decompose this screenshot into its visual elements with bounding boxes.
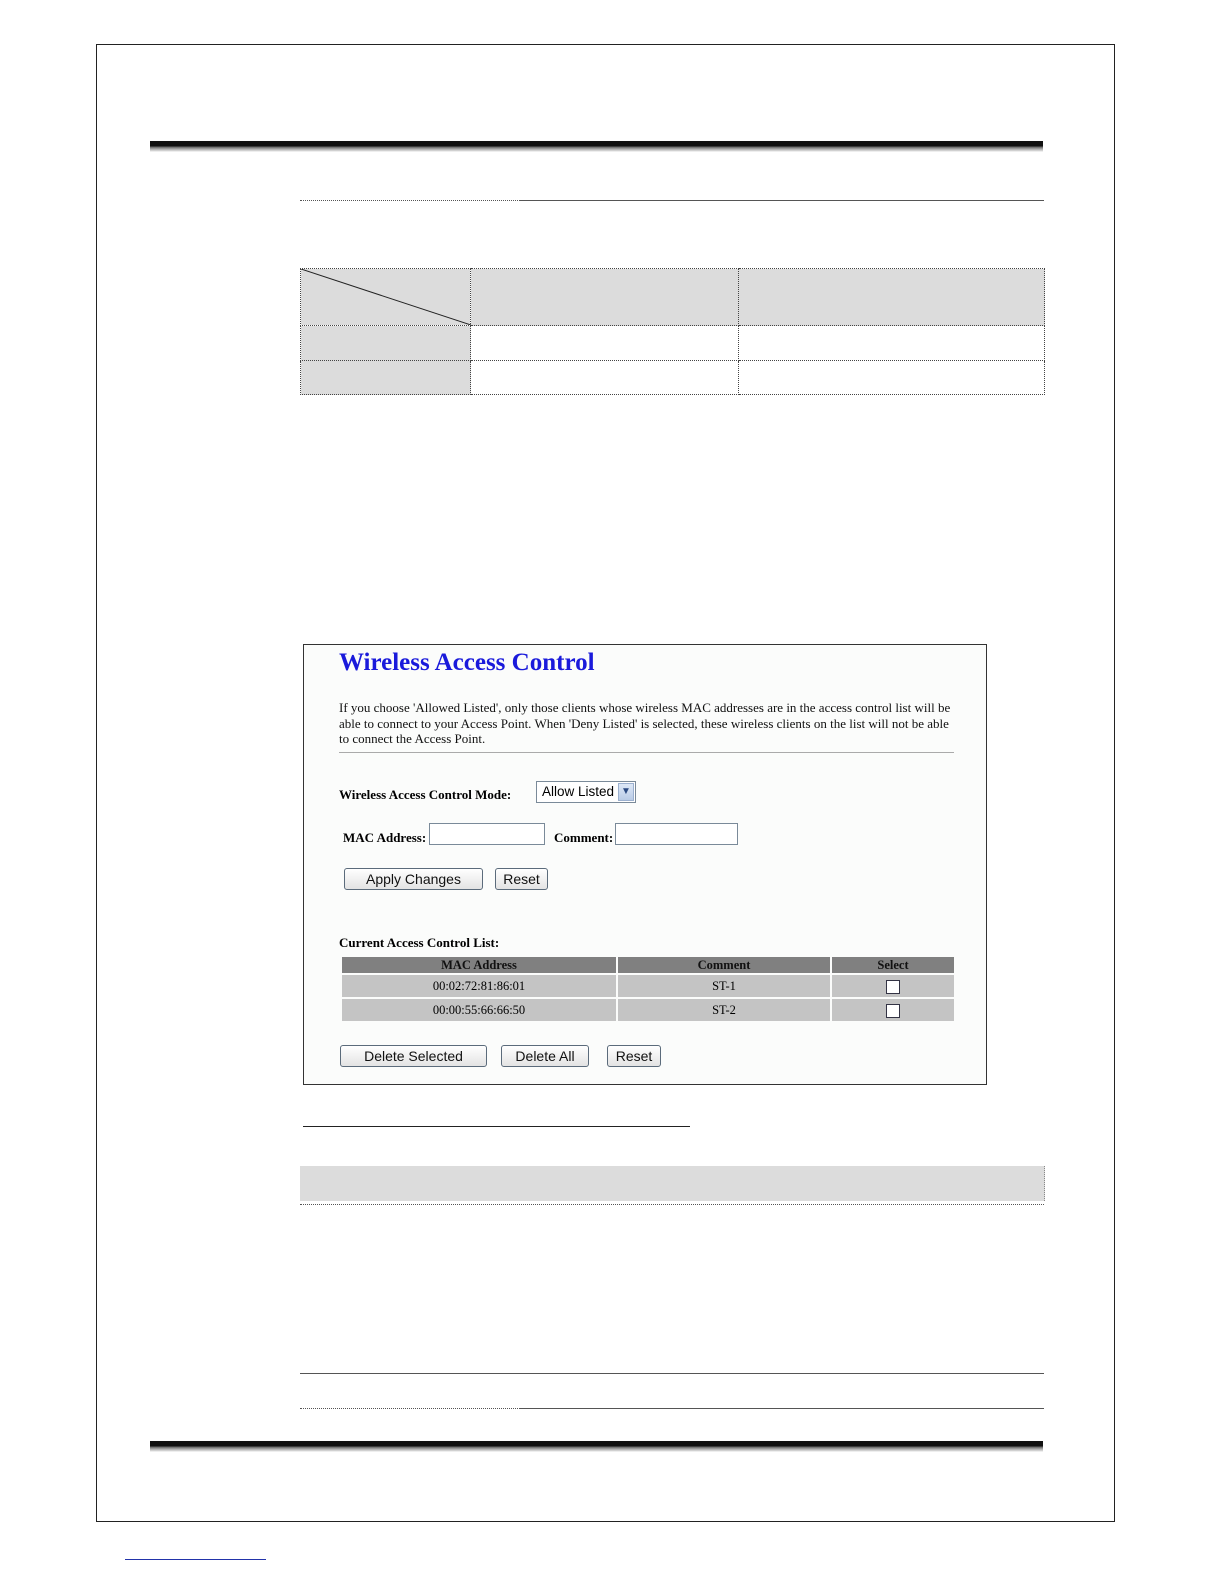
acl-cell-select [832, 999, 954, 1021]
mode-label: Wireless Access Control Mode: [339, 787, 512, 802]
grid-header-cell [471, 269, 739, 326]
acl-header-select: Select [832, 957, 954, 973]
row-select-checkbox[interactable] [886, 980, 900, 994]
delete-all-button[interactable]: Delete All [501, 1045, 589, 1067]
comment-input[interactable] [615, 823, 738, 845]
acl-cell-comment: ST-1 [618, 975, 830, 997]
gray-bar-rule [300, 1204, 1044, 1205]
footnote-link-line [125, 1559, 266, 1560]
acl-cell-select [832, 975, 954, 997]
acl-header-comment: Comment [618, 957, 830, 973]
diagonal-line [301, 269, 471, 325]
grid-header-cell [739, 269, 1045, 326]
acl-cell-mac: 00:02:72:81:86:01 [342, 975, 616, 997]
mac-address-label: MAC Address: [343, 830, 427, 845]
wireless-access-control-screenshot [303, 644, 987, 1085]
table-row [342, 999, 954, 1021]
chevron-down-icon[interactable]: ▼ [618, 783, 634, 801]
reset-list-button[interactable]: Reset [607, 1045, 661, 1067]
page-title: Wireless Access Control [339, 649, 595, 676]
reset-button[interactable]: Reset [495, 868, 548, 890]
gray-header-bar [300, 1166, 1045, 1201]
mode-select-value: Allow Listed [542, 784, 615, 799]
grid-cell [739, 360, 1045, 394]
row-select-checkbox[interactable] [886, 1004, 900, 1018]
acl-cell-mac: 00:00:55:66:66:50 [342, 999, 616, 1021]
grid-cell [471, 326, 739, 360]
section-rule [300, 1373, 1044, 1374]
page-description: If you choose 'Allowed Listed', only those clients whose wireless MAC addresses are in the access control list will be able to connect to your Access Point. When 'Deny Listed' is selected, these wireless clients on the list will not be able to connect the Access Point. [339, 700, 951, 746]
grid-row-label [301, 326, 471, 360]
grid-corner-cell [301, 269, 471, 326]
mac-address-input[interactable] [429, 823, 545, 845]
grid-cell [739, 326, 1045, 360]
delete-selected-button[interactable]: Delete Selected [340, 1045, 487, 1067]
apply-changes-button[interactable]: Apply Changes [344, 868, 483, 890]
section-rule-bottom-tail [520, 1408, 1044, 1409]
acl-list-title: Current Access Control List: [339, 935, 500, 950]
grid-cell [471, 360, 739, 394]
footer-rule [150, 1441, 1043, 1452]
acl-table [340, 955, 956, 1023]
caption-underline [303, 1126, 690, 1127]
mode-select[interactable] [536, 781, 636, 803]
divider [339, 752, 954, 753]
acl-cell-comment: ST-2 [618, 999, 830, 1021]
comment-label: Comment: [554, 830, 614, 845]
section-rule-top-tail [520, 200, 1044, 201]
table-row [342, 975, 954, 997]
empty-grid-table [300, 268, 1045, 395]
acl-header-mac: MAC Address [342, 957, 616, 973]
grid-row-label [301, 360, 471, 394]
header-rule [150, 141, 1043, 152]
